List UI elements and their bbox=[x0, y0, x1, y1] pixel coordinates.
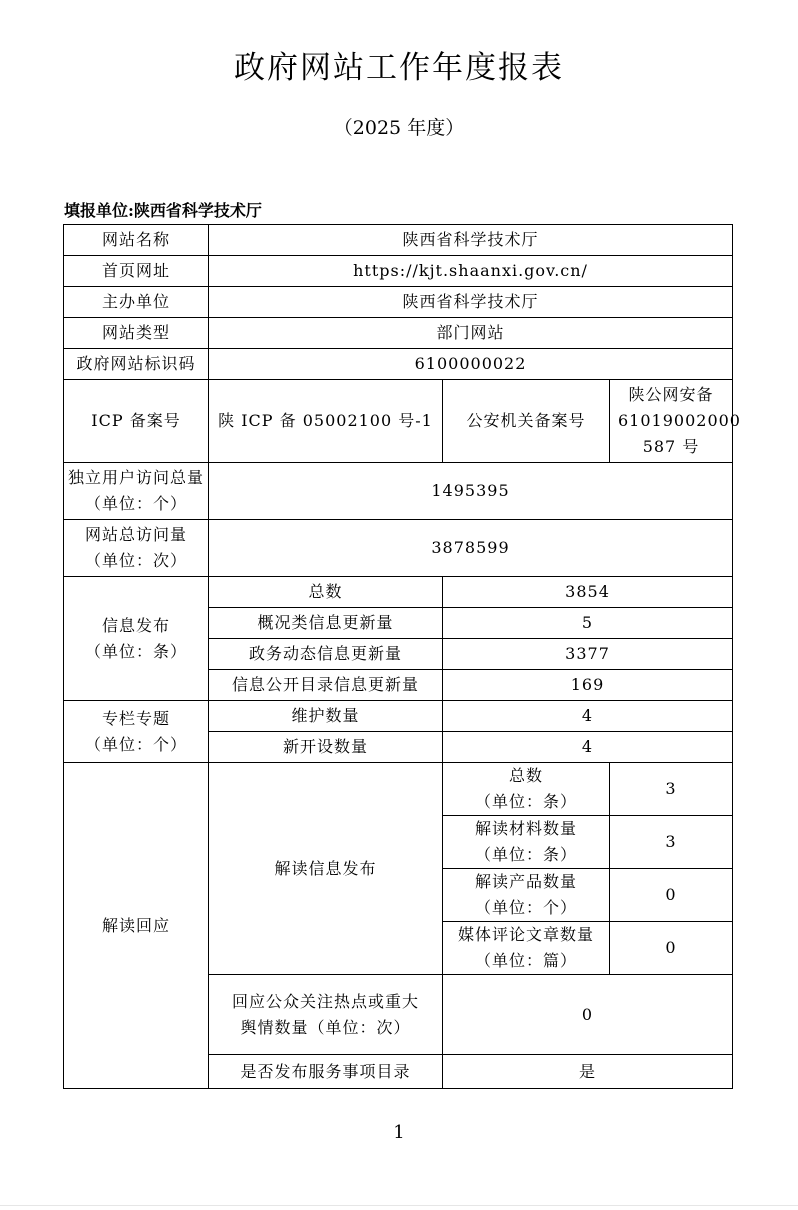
table-row bbox=[64, 701, 733, 732]
report-year: （2025 年度） bbox=[333, 117, 465, 139]
interpretation-row-value: 3 bbox=[610, 763, 733, 816]
interpretation-row-label-line1: 媒体评论文章数量 bbox=[457, 925, 594, 944]
filing-unit: 填报单位:陕西省科学技术厅 bbox=[64, 201, 262, 220]
icp-value: 陕 ICP 备 05002100 号-1 bbox=[209, 380, 443, 463]
pv-value: 3878599 bbox=[209, 520, 733, 577]
interpretation-row-value: 0 bbox=[610, 869, 733, 922]
page-number: 1 bbox=[393, 1122, 405, 1143]
columns-row-label: 维护数量 bbox=[209, 701, 443, 732]
report-title: 政府网站工作年度报表 bbox=[234, 50, 564, 86]
interpretation-row-value: 3 bbox=[610, 816, 733, 869]
info-release-row-label: 概况类信息更新量 bbox=[209, 608, 443, 639]
sponsor-label: 主办单位 bbox=[64, 287, 209, 318]
table-row bbox=[64, 225, 733, 256]
table-row bbox=[64, 763, 733, 816]
info-release-row-value: 3377 bbox=[443, 639, 733, 670]
columns-label bbox=[64, 701, 209, 763]
uv-value: 1495395 bbox=[209, 463, 733, 520]
interpretation-row-label-line2: （单位：篇） bbox=[474, 951, 577, 970]
columns-row-value: 4 bbox=[443, 701, 733, 732]
homepage-value: https://kjt.shaanxi.gov.cn/ bbox=[209, 256, 733, 287]
site-name-label: 网站名称 bbox=[64, 225, 209, 256]
response-value: 0 bbox=[443, 975, 733, 1055]
sponsor-value: 陕西省科学技术厅 bbox=[209, 287, 733, 318]
table-row bbox=[64, 380, 733, 463]
columns-row-label: 新开设数量 bbox=[209, 732, 443, 763]
interpretation-row-label bbox=[443, 869, 610, 922]
interpretation-row-label-line2: （单位：条） bbox=[474, 845, 577, 864]
service-label: 是否发布服务事项目录 bbox=[209, 1055, 443, 1089]
response-label: 回应公众关注热点或重大舆情数量（单位：次） bbox=[209, 975, 443, 1055]
table-row bbox=[64, 463, 733, 520]
table-row bbox=[64, 520, 733, 577]
columns-row-value: 4 bbox=[443, 732, 733, 763]
homepage-label: 首页网址 bbox=[64, 256, 209, 287]
site-id-label: 政府网站标识码 bbox=[64, 349, 209, 380]
icp-label: ICP 备案号 bbox=[64, 380, 209, 463]
columns-label-line1: 专栏专题 bbox=[101, 708, 170, 728]
table-row bbox=[64, 318, 733, 349]
interpretation-row-label bbox=[443, 922, 610, 975]
info-release-row-value: 169 bbox=[443, 670, 733, 701]
info-release-label-line1: 信息发布 bbox=[101, 615, 170, 635]
info-release-row-value: 3854 bbox=[443, 577, 733, 608]
columns-label-line2: （单位：个） bbox=[84, 734, 187, 754]
interpretation-row-label-line2: （单位：条） bbox=[474, 792, 577, 811]
info-release-label bbox=[64, 577, 209, 701]
interpretation-label: 解读回应 bbox=[64, 763, 209, 1089]
interpretation-row-label-line1: 解读材料数量 bbox=[474, 819, 577, 838]
interpretation-row-label-line2: （单位：个） bbox=[474, 898, 577, 917]
info-release-label-line2: （单位：条） bbox=[84, 641, 187, 661]
interpretation-row-value: 0 bbox=[610, 922, 733, 975]
info-release-row-label: 总数 bbox=[209, 577, 443, 608]
uv-label: 独立用户访问总量（单位：个） bbox=[64, 463, 209, 520]
interpretation-row-label-line1: 总数 bbox=[508, 766, 543, 785]
psb-value: 陕公网安备 61019002000 587 号 bbox=[610, 380, 733, 463]
info-release-row-value: 5 bbox=[443, 608, 733, 639]
info-release-row-label: 政务动态信息更新量 bbox=[209, 639, 443, 670]
info-release-row-label: 信息公开目录信息更新量 bbox=[209, 670, 443, 701]
table-row bbox=[64, 349, 733, 380]
page-divider bbox=[0, 1205, 798, 1206]
psb-label: 公安机关备案号 bbox=[443, 380, 610, 463]
report-table bbox=[63, 224, 741, 1089]
pv-label: 网站总访问量（单位：次） bbox=[64, 520, 209, 577]
interpretation-row-label bbox=[443, 816, 610, 869]
site-name-value: 陕西省科学技术厅 bbox=[209, 225, 733, 256]
service-value: 是 bbox=[443, 1055, 733, 1089]
interpretation-row-label-line1: 解读产品数量 bbox=[474, 872, 577, 891]
table-row bbox=[64, 287, 733, 318]
interpretation-release-label: 解读信息发布 bbox=[209, 763, 443, 975]
site-id-value: 6100000022 bbox=[209, 349, 733, 380]
site-type-value: 部门网站 bbox=[209, 318, 733, 349]
table-row bbox=[64, 256, 733, 287]
site-type-label: 网站类型 bbox=[64, 318, 209, 349]
interpretation-row-label bbox=[443, 763, 610, 816]
table-row bbox=[64, 577, 733, 608]
